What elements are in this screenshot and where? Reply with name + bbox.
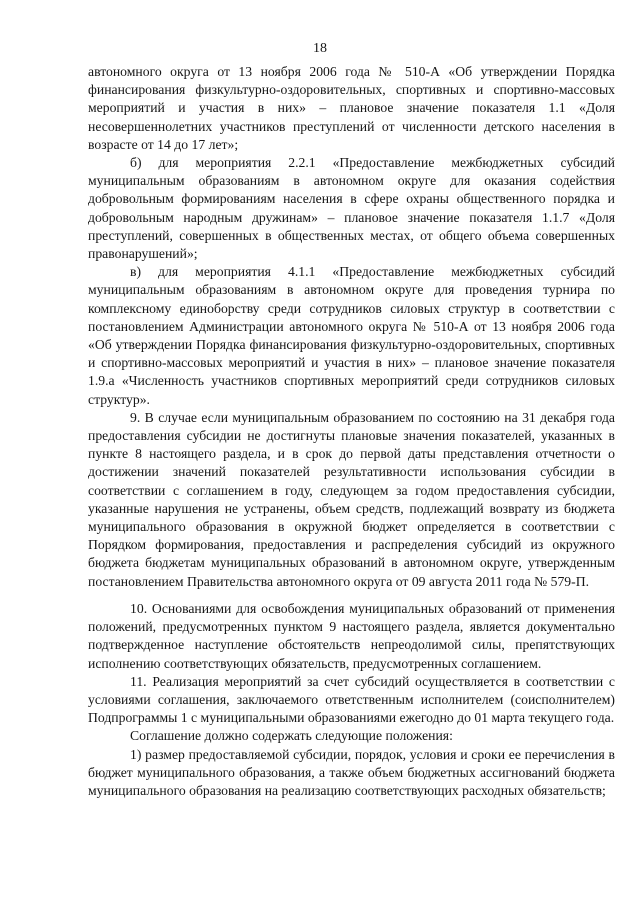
- paragraph-10: 10. Основаниями для освобождения муниципальных образований от применения положений, предусмотренных пунктом 9 настоящего раздела, является документально подтвержденное наступление обстоятельств непреодолимой силы, препятствующих исполнению соответствующих обязательств, предусмотренных соглашением.: [88, 600, 615, 671]
- paragraph-agreement-item-1: 1) размер предоставляемой субсидии, порядок, условия и сроки ее перечисления в бюджет муниципального образования, а также объем бюджетных ассигнований бюджета муниципального образования на реализацию соответствующих расходных обязательств;: [88, 746, 615, 798]
- page-number: 18: [313, 41, 327, 56]
- paragraph-continuation: автономного округа от 13 ноября 2006 года № 510-А «Об утверждении Порядка финансирования физкультурно-оздоровительных, спортивных и спортивно-массовых мероприятий и участия в них» – плановое значение показателя 1.1 «Доля несовершеннолетних участников преступлений от численности детского населения в возрасте от 14 до 17 лет»;: [88, 64, 615, 152]
- paragraph-agreement-intro: Соглашение должно содержать следующие положения:: [130, 728, 453, 744]
- paragraph-item-b: б) для мероприятия 2.2.1 «Предоставление межбюджетных субсидий муниципальным образованиям в автономном округе для оказания содействия добровольным формированиям населения в сфере охраны общественного порядка и добровольным народным дружинам» – плановое значение показателя 1.1.7 «Доля преступлений, совершенных в общественных местах, от общего объема совершенных правонарушений»;: [88, 155, 615, 262]
- paragraph-11: 11. Реализация мероприятий за счет субсидий осуществляется в соответствии с условиями соглашения, заключаемого ответственным исполнителем (соисполнителем) Подпрограммы 1 с муниципальными образованиями ежегодно до 01 марта текущего года.: [88, 673, 615, 726]
- paragraph-9: 9. В случае если муниципальным образованием по состоянию на 31 декабря года предоставления субсидии не достигнуты плановые значения показателей, указанных в пункте 8 настоящего раздела, и в срок до первой даты представления отчетности о достижении значений показателей результативности использования субсидии в соответствии с соглашением в году, следующем за годом предоставления субсидии, указанные нарушения не устранены, объем средств, подлежащий возврату из бюджета муниципального образования в окружной бюджет определяется в соответствии с Порядком формирования, предоставления и распределения субсидий из окружного бюджета бюджетам муниципальных образований в автономном округе, утвержденным постановлением Правительства автономного округа от 09 августа 2011 года № 579-П.: [88, 409, 615, 589]
- document-body: [88, 63, 615, 800]
- paragraph-item-v: в) для мероприятия 4.1.1 «Предоставление межбюджетных субсидий муниципальным образованиям в автономном округе для проведения турнира по комплексному единоборству среди сотрудников силовых структур в соответствии с постановлением Администрации автономного округа № 510-А от 13 ноября 2006 года «Об утверждении Порядка финансирования физкультурно-оздоровительных, спортивных и спортивно-массовых мероприятий и участия в них» – плановое значение показателя 1.9.а «Численность участников спортивных мероприятий среди сотрудников силовых структур».: [88, 264, 615, 407]
